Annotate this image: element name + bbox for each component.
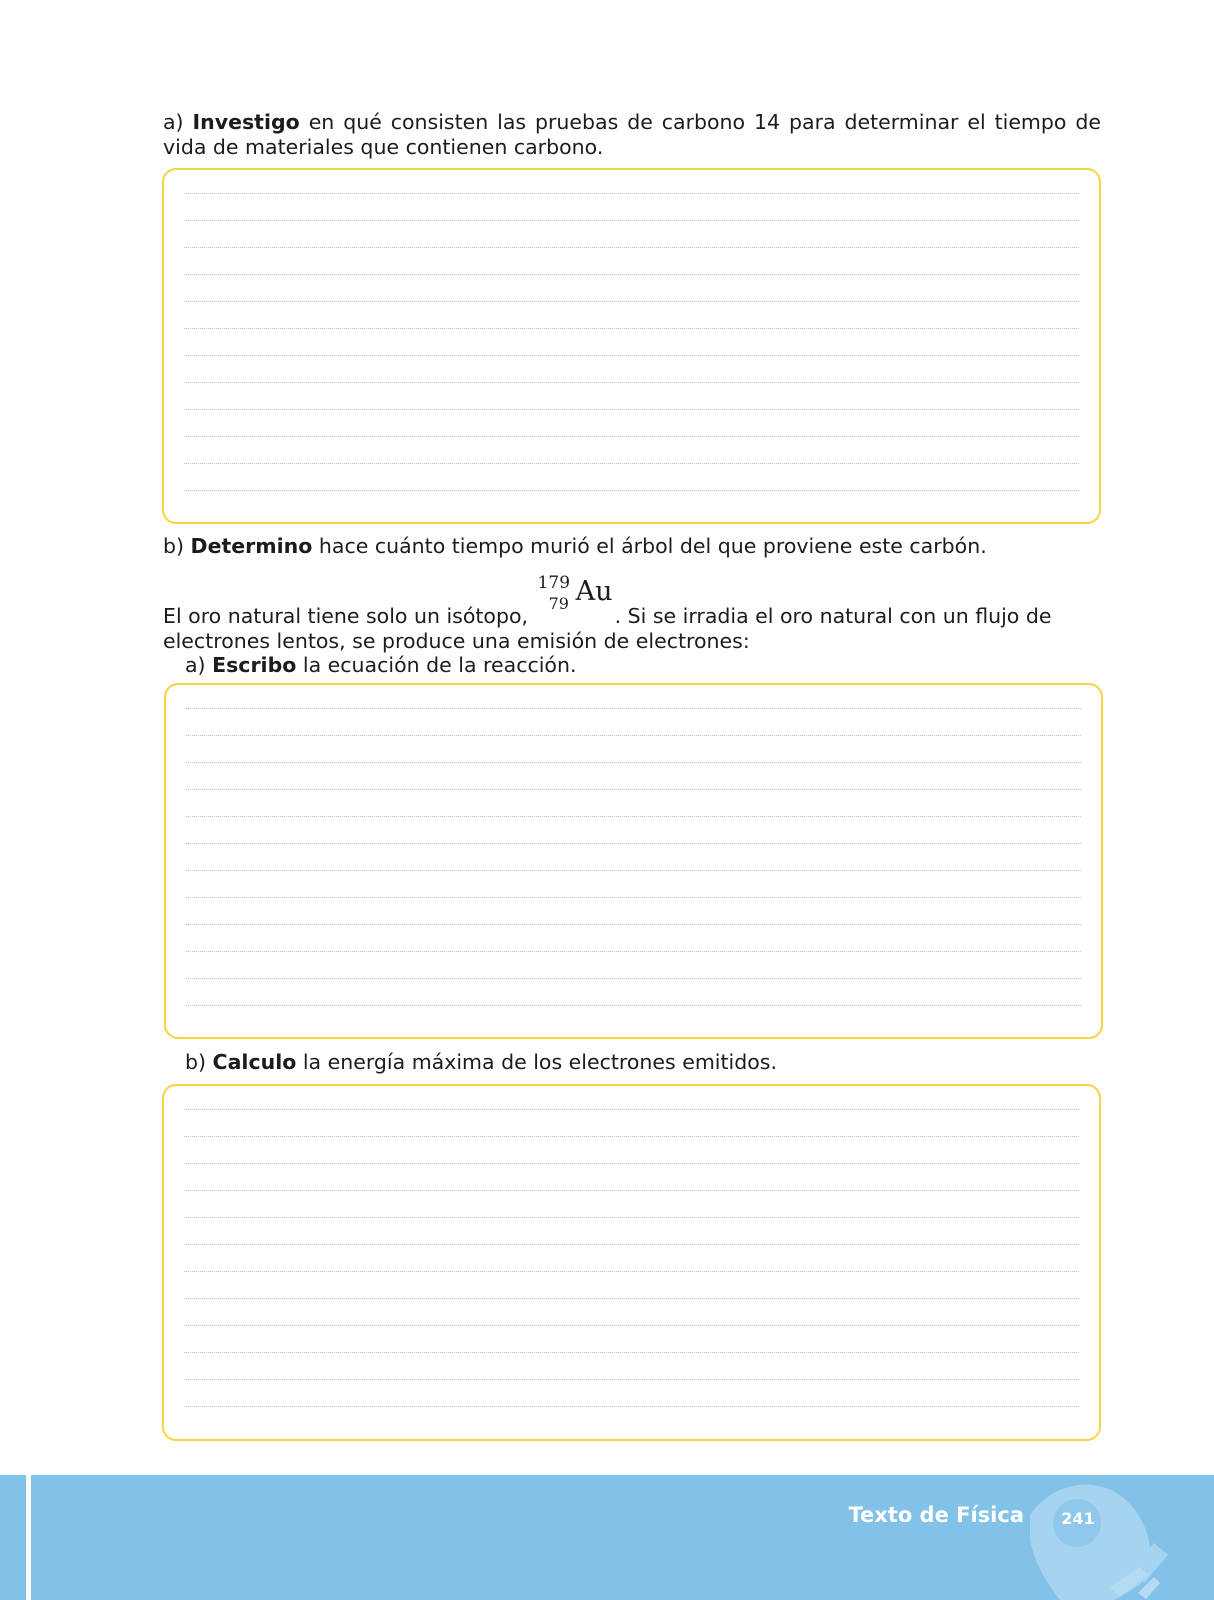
question-b-verb: Determino <box>190 534 313 558</box>
isotope-mass-number: 179 <box>537 573 571 593</box>
rocket-icon <box>1030 1475 1214 1600</box>
gold-intro: El oro natural tiene solo un isótopo, <box>163 604 529 628</box>
footer-book-title: Texto de Física <box>848 1503 1024 1527</box>
gold-continuation: . Si se irradia el oro natural con un flujo de electrones lentos, se produce una emisión de electrones: <box>163 604 1052 653</box>
isotope-symbol: Au <box>575 576 613 607</box>
answer-box-a[interactable] <box>162 168 1101 524</box>
page-number: 241 <box>1061 1509 1095 1528</box>
gold-question-a-text: la ecuación de la reacción. <box>302 653 577 677</box>
gold-question-b-text: la energía máxima de los electrones emitidos. <box>302 1050 777 1074</box>
answer-box-gold-b[interactable] <box>162 1084 1101 1441</box>
gold-isotope-notation <box>535 573 615 623</box>
page-footer <box>0 1475 1214 1600</box>
question-a-text: en qué consisten las pruebas de carbono 14 para determinar el tiempo de vida de materiales que contienen carbono. <box>163 110 1101 159</box>
gold-question-b-verb: Calculo <box>212 1050 297 1074</box>
question-a: a) Investigo en qué consisten las pruebas de carbono 14 para determinar el tiempo de vida de materiales que contienen carbono. <box>163 110 1101 159</box>
gold-question-a: a) Escribo la ecuación de la reacción. <box>185 653 577 677</box>
isotope-atomic-number: 79 <box>548 594 569 613</box>
gold-paragraph <box>163 573 1103 654</box>
question-a-verb: Investigo <box>192 110 300 134</box>
gold-question-b: b) Calculo la energía máxima de los electrones emitidos. <box>185 1050 777 1074</box>
answer-box-gold-a[interactable] <box>164 683 1103 1039</box>
gold-question-a-verb: Escribo <box>212 653 297 677</box>
question-b: b) Determino hace cuánto tiempo murió el árbol del que proviene este carbón. <box>163 534 987 558</box>
footer-divider <box>26 1475 31 1600</box>
question-b-text: hace cuánto tiempo murió el árbol del que proviene este carbón. <box>318 534 987 558</box>
